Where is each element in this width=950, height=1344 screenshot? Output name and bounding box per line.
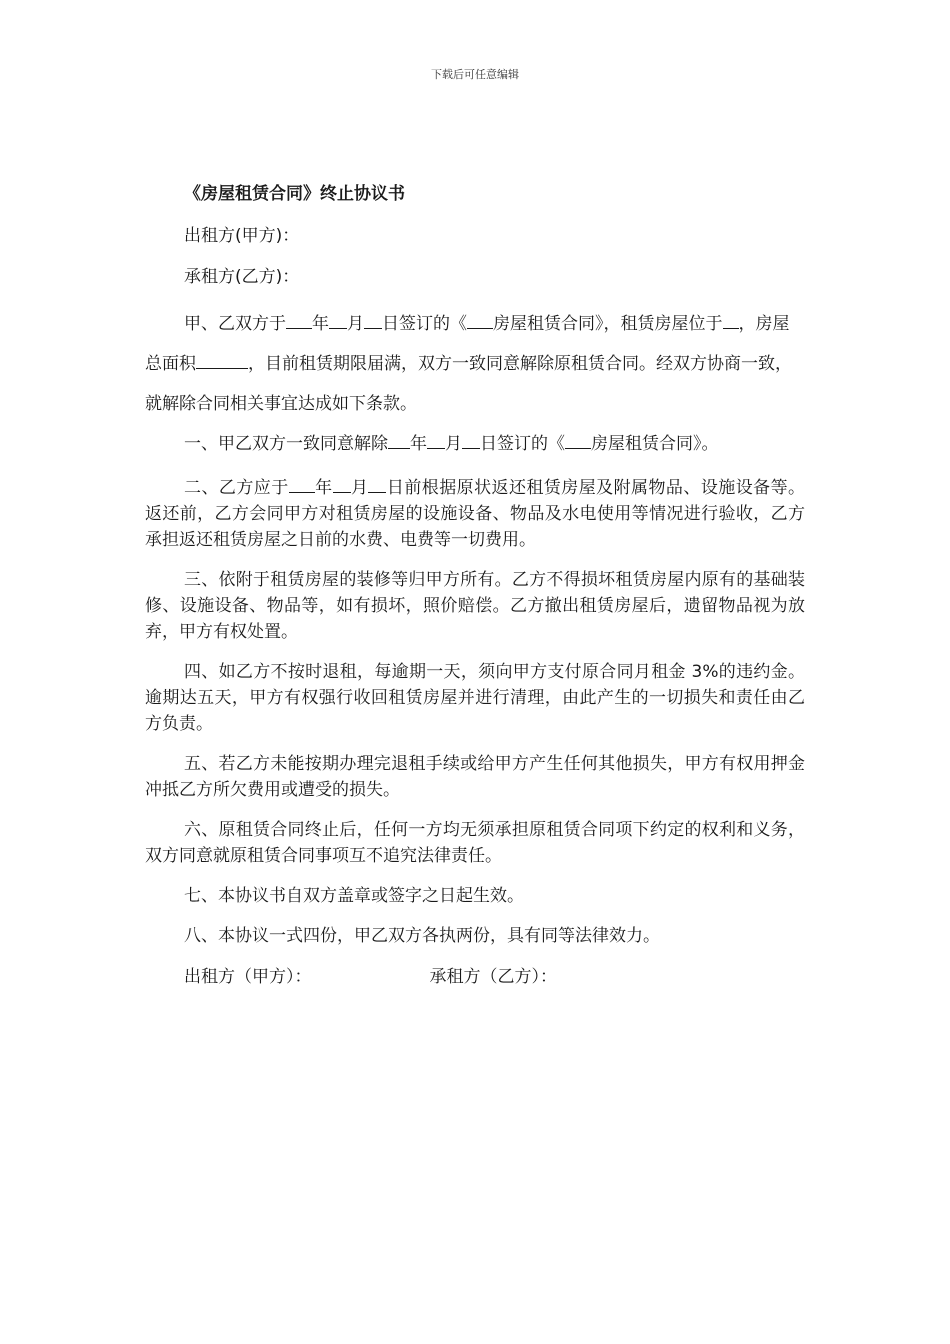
intro-text-2: 年 [312, 314, 329, 334]
intro-text-3: 月 [347, 314, 364, 334]
clause-2-text-1: 二、乙方应于 [184, 478, 289, 498]
lessee-signature-label: 承租方（乙方）： [429, 967, 557, 987]
clause-2 [145, 474, 805, 553]
blank-month [427, 430, 445, 449]
clause-1 [145, 424, 805, 464]
blank-year [289, 474, 315, 493]
blank-area [196, 350, 248, 369]
clause-2-text-3: 月 [350, 478, 369, 498]
clause-7: 七、本协议书自双方盖章或签字之日起生效。 [184, 886, 524, 906]
clause-1-text-3: 月 [445, 434, 462, 454]
signature-row [145, 963, 805, 991]
clause-4: 四、如乙方不按时退租，每逾期一天，须向甲方支付原合同月租金 3%的违约金。逾期达五天，甲方有权强行收回租赁房屋并进行清理，由此产生的一切损失和责任由乙方负责。 [145, 662, 805, 734]
blank-day [368, 474, 386, 493]
clause-3: 三、依附于租赁房屋的装修等归甲方所有。乙方不得损坏租赁房屋内原有的基础装修、设施设备、物品等，如有损坏，照价赔偿。乙方撤出租赁房屋后，遗留物品视为放弃，甲方有权处置。 [145, 570, 805, 642]
intro-text-5: 房屋租赁合同》，租赁房屋位于 [493, 314, 723, 334]
lessor-label: 出租方(甲方)： [184, 226, 300, 246]
blank-month [329, 310, 347, 329]
clause-1-text-5: 房屋租赁合同》。 [591, 434, 719, 454]
blank-year [286, 310, 312, 329]
intro-paragraph [145, 304, 805, 424]
clause-6: 六、原租赁合同终止后，任何一方均无须承担原租赁合同项下约定的权利和义务，双方同意就原租赁合同事项互不追究法律责任。 [145, 820, 805, 866]
clause-8: 八、本协议一式四份，甲乙双方各执两份，具有同等法律效力。 [184, 926, 660, 946]
clause-1-text-2: 年 [410, 434, 427, 454]
intro-text-7: ，目前租赁期限届满，双方一致同意解除原租赁合同。经双方协商一致，就解除合同相关事宜达成如下条款。 [145, 354, 792, 414]
blank-day [462, 430, 480, 449]
blank-contract-name [467, 310, 493, 329]
clause-1-text-4: 日签订的《 [480, 434, 565, 454]
intro-text-4: 日签订的《 [382, 314, 467, 334]
lessor-signature-label: 出租方（甲方）： [184, 967, 312, 987]
blank-day [364, 310, 382, 329]
document-title: 《房屋租赁合同》终止协议书 [184, 184, 405, 204]
intro-text-6: ，房屋总面积 [145, 314, 790, 374]
document-body [145, 180, 805, 991]
lessee-label: 承租方(乙方)： [184, 267, 300, 287]
clause-2-text-4: 日前根据原状返还租赁房屋及附属物品、设施设备等。返还前，乙方会同甲方对租赁房屋的设施设备、物品及水电使用等情况进行验收，乙方承担返还租赁房屋之日前的水费、电费等一切费用。 [145, 478, 806, 550]
blank-year [388, 430, 410, 449]
blank-contract-name [565, 430, 591, 449]
blank-location [723, 310, 739, 329]
clause-1-text-1: 一、甲乙双方一致同意解除 [184, 434, 388, 454]
intro-text-1: 甲、乙双方于 [184, 314, 286, 334]
header-note: 下载后可任意编辑 [431, 68, 519, 81]
blank-month [333, 474, 351, 493]
clause-2-text-2: 年 [314, 478, 333, 498]
clause-5: 五、若乙方未能按期办理完退租手续或给甲方产生任何其他损失，甲方有权用押金冲抵乙方所欠费用或遭受的损失。 [145, 754, 805, 800]
